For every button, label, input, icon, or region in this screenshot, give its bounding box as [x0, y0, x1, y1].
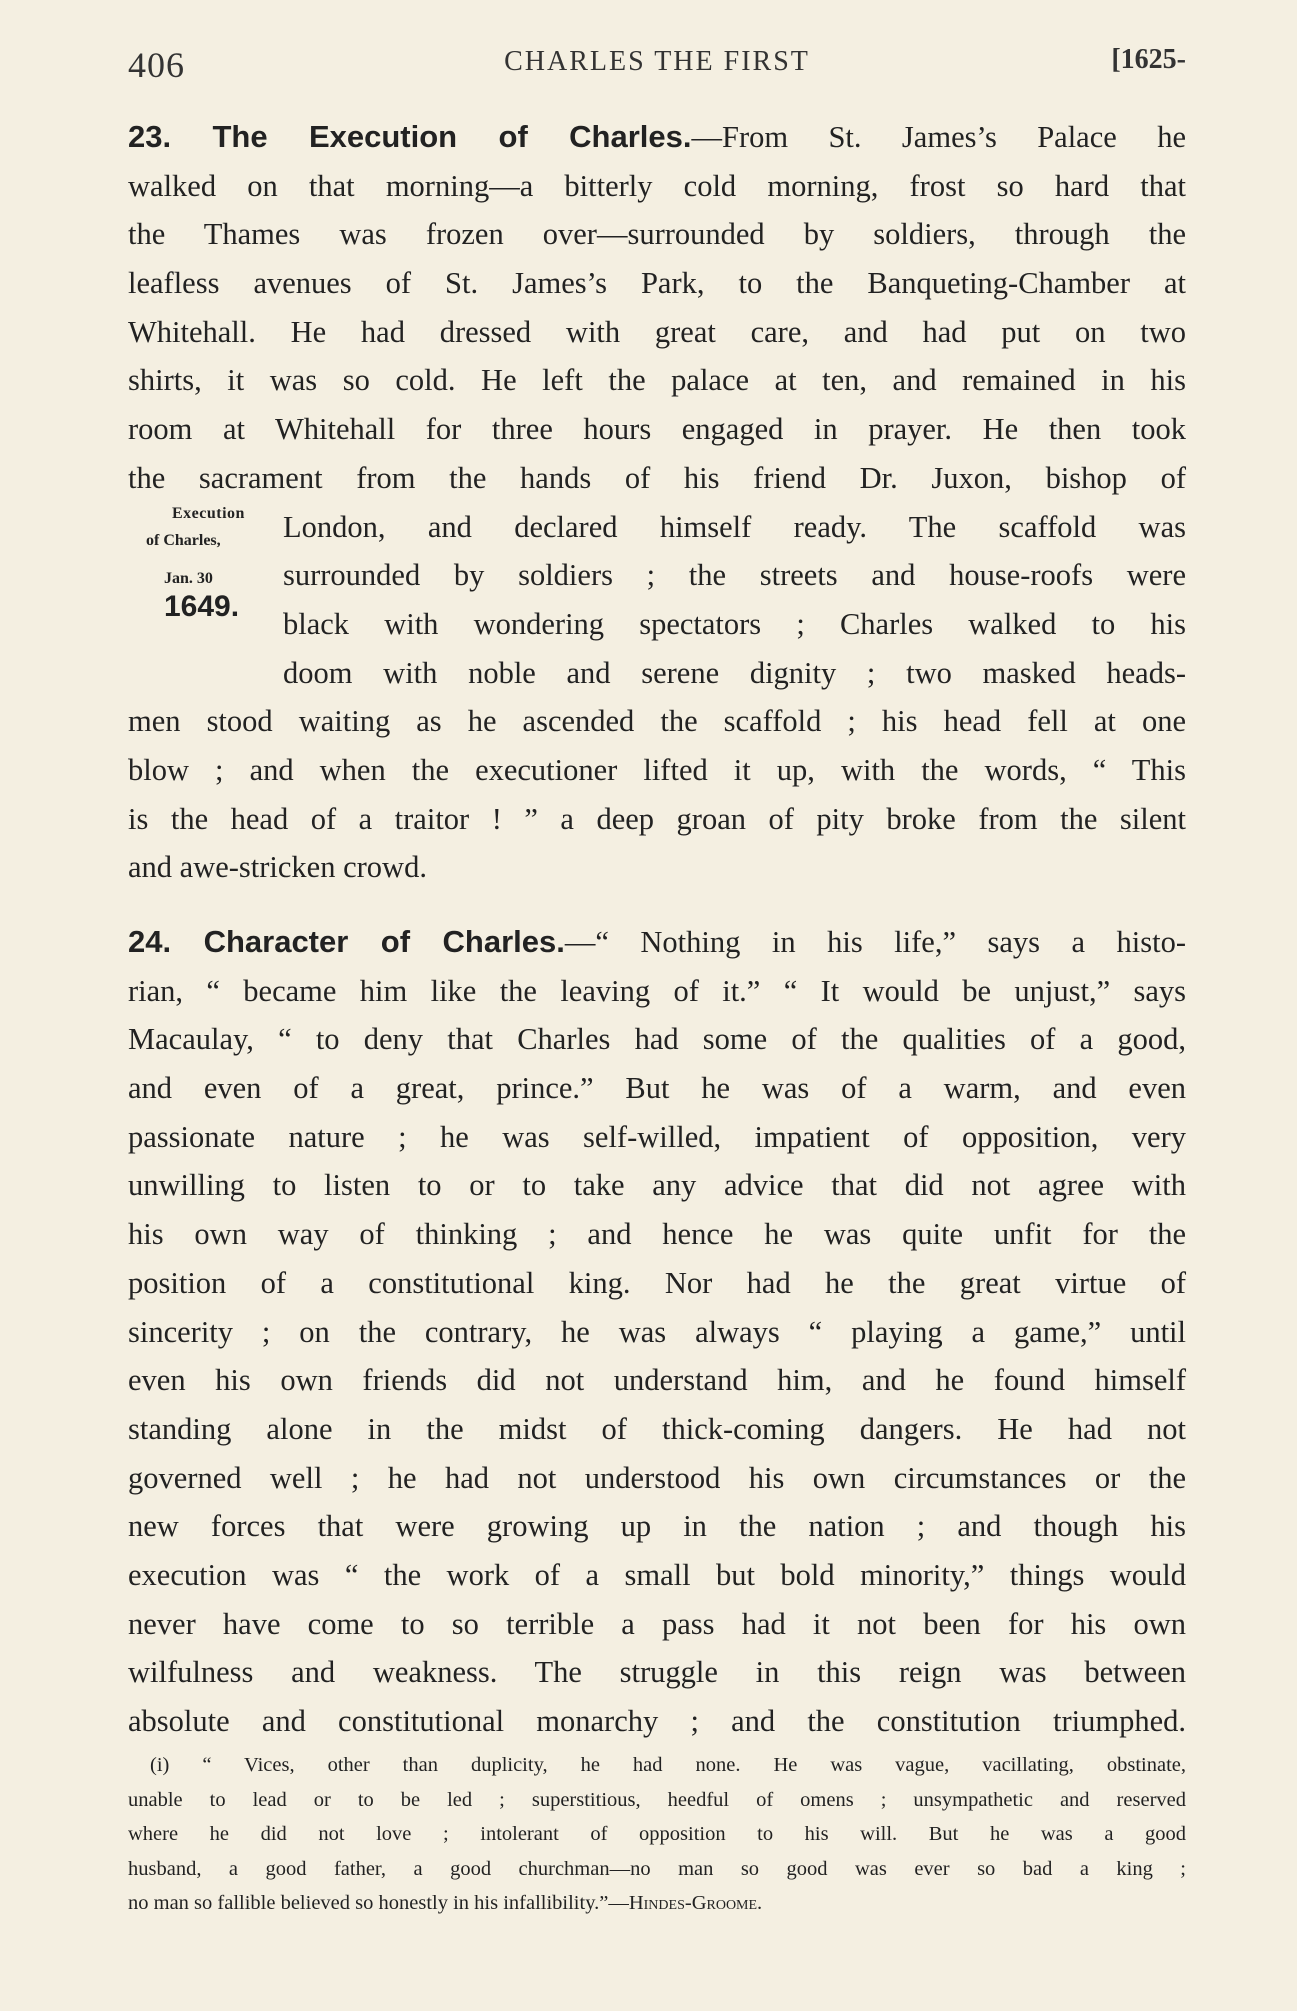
- footnote-line: no man so fallible believed so honestly in his infallibility.”—Hindes-Groome.: [128, 1892, 763, 1914]
- text-line: surrounded by soldiers ; the streets and house-roofs were: [283, 558, 1186, 593]
- text-line: 24. Character of Charles.—“ Nothing in his life,” says a histo-: [128, 924, 1187, 959]
- margin-note-year: 1649.: [164, 590, 240, 623]
- text-line: Macaulay, “ to deny that Charles had some of the qualities of a good,: [128, 1022, 1186, 1057]
- footnote: [128, 1748, 1186, 1921]
- text-line: and awe-stricken crowd.: [128, 850, 427, 885]
- text-line: black with wondering spectators ; Charles walked to his: [283, 606, 1186, 641]
- text-line: absolute and constitutional monarchy ; and the constitution triumphed.: [128, 1704, 1186, 1738]
- margin-note-line: Execution: [172, 505, 245, 522]
- text-line: shirts, it was so cold. He left the palace at ten, and remained in his: [128, 363, 1186, 398]
- text-line: standing alone in the midst of thick-coming dangers. He had not: [128, 1411, 1186, 1446]
- text-line: is the head of a traitor ! ” a deep groan of pity broke from the silent: [128, 801, 1186, 836]
- footnote-line: (i) “ Vices, other than duplicity, he had none. He was vague, vacillating, obstinate,: [150, 1754, 1186, 1776]
- text-line: the Thames was frozen over—surrounded by soldiers, through the: [128, 217, 1186, 252]
- footnote-attribution: Hindes-Groome.: [628, 1892, 763, 1914]
- margin-note-date: Jan. 30: [164, 570, 213, 587]
- section-heading: 23. The Execution of Charles.: [128, 119, 692, 154]
- text-line: 23. The Execution of Charles.—From St. James’s Palace he: [128, 119, 1186, 154]
- footnote-line: husband, a good father, a good churchman—no man so good was ever so bad a king ;: [128, 1857, 1186, 1880]
- text-line: rian, “ became him like the leaving of it.” “ It would be unjust,” says: [128, 973, 1186, 1008]
- text-line: Whitehall. He had dressed with great care, and had put on two: [128, 314, 1186, 349]
- text-line: governed well ; he had not understood his own circumstances or the: [128, 1460, 1186, 1495]
- text-line: the sacrament from the hands of his friend Dr. Juxon, bishop of: [128, 460, 1186, 495]
- section-heading: 24. Character of Charles.: [128, 924, 565, 959]
- text-line: never have come to so terrible a pass had it not been for his own: [128, 1606, 1186, 1641]
- text-line: his own way of thinking ; and hence he was quite unfit for the: [128, 1217, 1186, 1252]
- text-line: execution was “ the work of a small but bold minority,” things would: [128, 1557, 1186, 1592]
- text-line: men stood waiting as he ascended the scaffold ; his head fell at one: [128, 704, 1186, 739]
- margin-note-line: of Charles,: [146, 532, 221, 549]
- header-years: [1625-: [1111, 44, 1186, 75]
- text-line: walked on that morning—a bitterly cold morning, frost so hard that: [128, 168, 1186, 203]
- page-number: 406: [128, 45, 185, 85]
- footnote-line: unable to lead or to be led ; superstitious, heedful of omens ; unsympathetic and reserved: [128, 1788, 1186, 1811]
- text-line: leafless avenues of St. James’s Park, to the Banqueting-Chamber at: [128, 266, 1186, 301]
- running-header: [128, 38, 1186, 88]
- text-line: new forces that were growing up in the nation ; and though his: [128, 1509, 1186, 1544]
- text-line: London, and declared himself ready. The scaffold was: [283, 509, 1186, 544]
- text-line: sincerity ; on the contrary, he was always “ playing a game,” until: [128, 1314, 1186, 1349]
- footnote-line: where he did not love ; intolerant of opposition to his will. But he was a good: [128, 1823, 1186, 1845]
- text-line: blow ; and when the executioner lifted it up, with the words, “ This: [128, 752, 1186, 787]
- text-line: and even of a great, prince.” But he was of a warm, and even: [128, 1071, 1186, 1106]
- text-line: even his own friends did not understand him, and he found himself: [128, 1363, 1186, 1398]
- text-line: room at Whitehall for three hours engaged in prayer. He then took: [128, 412, 1186, 447]
- text-line: passionate nature ; he was self-willed, impatient of opposition, very: [128, 1119, 1186, 1154]
- running-title: CHARLES THE FIRST: [504, 46, 810, 77]
- text-line: position of a constitutional king. Nor had he the great virtue of: [128, 1265, 1186, 1300]
- text-line: wilfulness and weakness. The struggle in this reign was between: [128, 1655, 1186, 1690]
- text-line: unwilling to listen to or to take any advice that did not agree with: [128, 1168, 1186, 1203]
- section-24: [128, 918, 1186, 1746]
- text-line: doom with noble and serene dignity ; two masked heads-: [283, 655, 1186, 690]
- section-23: [128, 113, 1186, 892]
